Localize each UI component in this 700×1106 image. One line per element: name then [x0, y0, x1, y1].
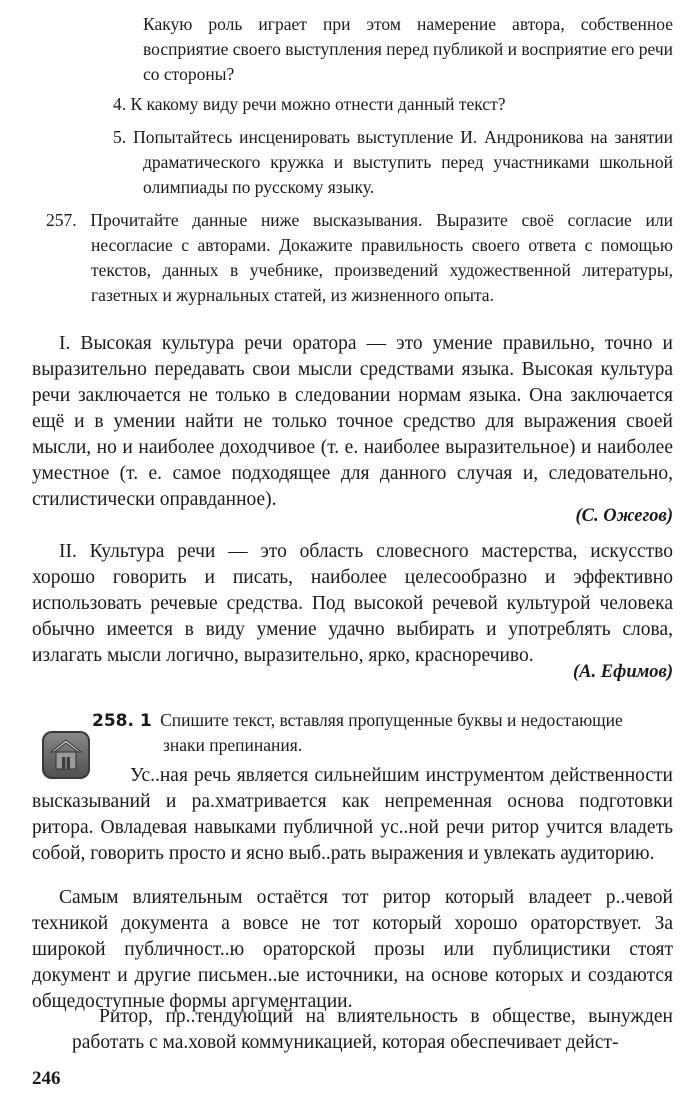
quote-1	[32, 331, 673, 513]
exercise-258-task-line-2: знаки препинания.	[163, 735, 303, 755]
quote-1-text: I. Высокая культура речи оратора — это умение правильно, точно и выразительно передавать свои мысли средствами языка. Высокая культура речи заключается не только в следовании нормам языка. Она заключается ещё и в умении найти не только точное средство для выражения своей мысли, но и наиболее доходчивое (т. е. наиболее выразительное) и наиболее уместное (т. е. самое подходящее для данного случая и, следовательно, стилистически оправданное).	[32, 333, 673, 510]
exercise-258-paragraph-2-text: Самым влиятельным остаётся тот ритор который владеет р..чевой техникой документа а вовсе не тот который хорошо ораторствует. За широкой публичност..ю ораторской прозы или публицистики стоят документ и другие письмен..ые источники, на основе которых и создаются общедоступные формы аргументации.	[32, 887, 673, 1012]
exercise-258-number: 258. 1	[92, 711, 152, 731]
exercise-258-header	[92, 708, 673, 734]
exercise-258-task-line-1: Спишите текст, вставляя пропущенные буквы и недостающие	[160, 710, 623, 730]
exercise-258-paragraph-3-text: Ритор, пр..тендующий на влиятельность в обществе, вынужден работать с ма.ховой коммуникацией, которая обеспечивает дейст-	[72, 1006, 673, 1053]
exercise-257-instructions: 257. Прочитайте данные ниже высказывания. Выразите своё согласие или несогласие с авторами. Докажите правильность своего ответа с помощью текстов, данных в учебнике, произведений художественной литературы, газетных и журнальных статей, из жизненного опыта.	[46, 210, 673, 305]
page-number: 246	[32, 1068, 61, 1089]
exercise-258-paragraph-2	[32, 885, 673, 1015]
question-4: 4. К какому виду речи можно отнести данный текст?	[113, 94, 506, 114]
question-3-continuation: Какую роль играет при этом намерение автора, собственное восприятие своего выступления перед публикой и восприятие его речи со стороны?	[143, 14, 673, 84]
quote-2	[32, 539, 673, 669]
question-5: 5. Попытайтесь инсценировать выступление И. Андроникова на занятии драматического кружка и выступить перед участниками школьной олимпиады по русскому языку.	[113, 127, 673, 197]
exercise-258-paragraph-1-text: Ус..ная речь является сильнейшим инструментом действенности высказываний и ра.хматривается как непременная основа подготовки ритора. Овладевая навыками публичной ус..ной речи ритор учится владеть собой, говорить просто и ясно выб..рать выражения и увлекать аудиторию.	[32, 765, 673, 864]
quote-1-author: (С. Ожегов)	[575, 506, 673, 526]
exercise-258-paragraph-3	[72, 1004, 673, 1056]
quote-2-text: II. Культура речи — это область словесного мастерства, искусство хорошо говорить и писать, наиболее целесообразно и эффективно использовать речевые средства. Под высокой речевой культурой человека обычно имеется в виду умение удачно выбирать и употреблять слова, излагать мысли логично, выразительно, ярко, красноречиво.	[32, 541, 673, 666]
exercise-258-paragraph-1	[32, 763, 673, 867]
quote-2-author: (А. Ефимов)	[573, 662, 673, 682]
